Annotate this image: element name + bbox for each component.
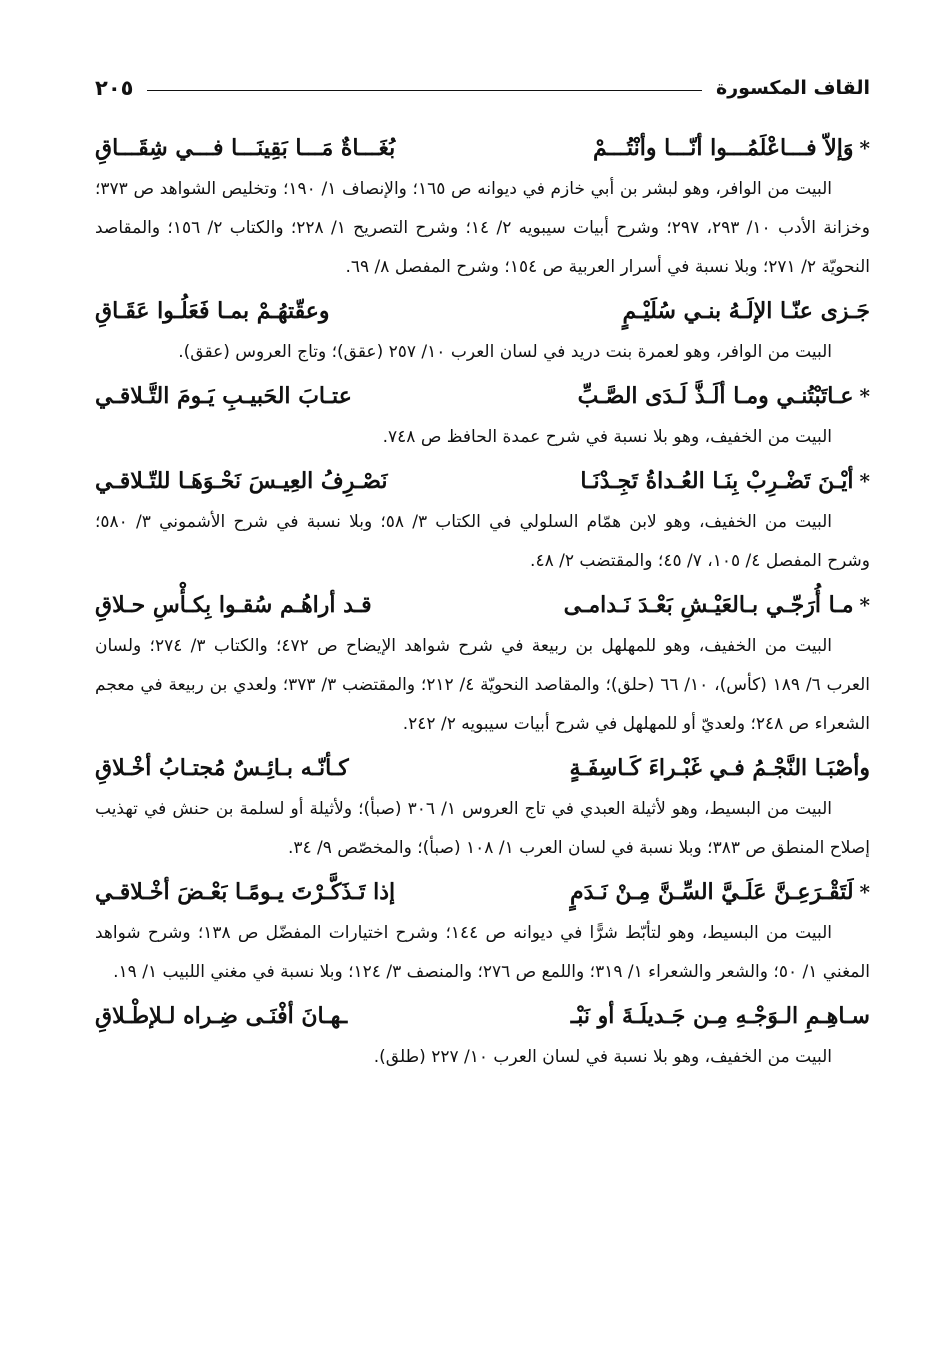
- second-hemistich: عتـابَ الحَبيـبِ يَـومَ التَّـلاقـي: [95, 383, 352, 409]
- asterisk-icon: *: [859, 469, 870, 493]
- running-title: القاف المكسورة: [716, 77, 870, 99]
- first-hemistich: أيْـنَ تَضْـرِبْ بِنَـا العُـداةُ تَجِـدْنَـا: [580, 468, 854, 494]
- verse-footnote: [95, 503, 870, 581]
- footnote-text: البيت من الخفيف، وهو لابن همّام السلولي في الكتاب ٣/ ٥٨؛ وبلا نسبة في شرح الأشموني ٣/ ٥٨٠؛ وشرح المفصل ٤/ ١٠٥، ٧/ ٤٥؛ والمقتضب ٢/ ٤٨.: [95, 512, 870, 571]
- second-hemistich: إذا تَـذَكَّـرْتَ يـومًـا بَعْـضَ أخْـلاقـي: [95, 879, 396, 905]
- first-hemistich-wrap: [570, 746, 871, 790]
- verse-footnote: [95, 418, 870, 457]
- footnote-text: البيت من البسيط، وهو لأثيلة العبدي في تاج العروس ١/ ٣٠٦ (صبأ)؛ ولأثيلة أو لسلمة بن حنش في تهذيب إصلاح المنطق ص ٣٨٣؛ وبلا نسبة في لسان العرب ١/ ١٠٨ (صبأ)؛ والمخصّص ٩/ ٣٤.: [95, 799, 870, 858]
- first-hemistich: عـاتَبْتُنـي ومـا ألَـذَّ لَـدَى الصَّـبِّ: [577, 383, 854, 409]
- first-hemistich: وَإلاّ فـــاعْلَمُـــوا أنّـــا وأنْتُـــمْ: [593, 135, 854, 161]
- verse-line: [95, 583, 870, 627]
- asterisk-icon: *: [859, 880, 870, 904]
- asterisk-icon: *: [859, 136, 870, 160]
- verse-line: [95, 746, 870, 790]
- first-hemistich-wrap: [578, 374, 870, 418]
- verse-footnote: [95, 170, 870, 287]
- asterisk-icon: *: [859, 384, 870, 408]
- verse-footnote: [95, 627, 870, 744]
- asterisk-icon: *: [859, 593, 870, 617]
- page-header: [95, 70, 870, 106]
- verse-footnote: [95, 914, 870, 992]
- first-hemistich: سـاهِـمِ الـوَجْـهِ مِـن جَـديلَـةَ أو نَبْـ: [570, 1003, 870, 1029]
- footnote-text: البيت من الخفيف، وهو للمهلهل بن ربيعة في شرح شواهد الإيضاح ص ٤٧٢؛ والكتاب ٣/ ٢٧٤؛ ولسان العرب ٦/ ١٨٩ (كأس)، ١٠/ ٦٦ (حلق)؛ والمقاصد النحويّة ٤/ ٢١٢؛ والمقتضب ٣/ ٣٧٣؛ ولعدي بن ربيعة في معجم الشعراء ص ٢٤٨؛ ولعديّ أو للمهلهل في شرح أبيات سيبويه ٢/ ٢٤٢.: [95, 636, 871, 734]
- footnote-text: البيت من الوافر، وهو لعمرة بنت دريد في لسان العرب ١٠/ ٢٥٧ (عقق)؛ وتاج العروس (عقق).: [178, 342, 832, 362]
- verse-entries: [95, 126, 870, 1077]
- second-hemistich: ـهـانَ أفْنَـى ضِـراه لـلإطْـلاقِ: [95, 1003, 348, 1029]
- second-hemistich: بُغَـــاةٌ مَـــا بَقِينَـــا فـــي شِقَـــاقِ: [95, 135, 396, 161]
- second-hemistich: وعقّتهُـمْ بمـا فَعَلُـوا عَقَـاقِ: [95, 298, 330, 324]
- first-hemistich: وأصْبَـا النَّجْـمُ فـي غَبْـراءَ كَـاسِفَـةٍ: [569, 755, 870, 781]
- footnote-text: البيت من الخفيف، وهو بلا نسبة في شرح عمدة الحافظ ص ٧٤٨.: [382, 427, 832, 447]
- verse-footnote: [95, 333, 870, 372]
- first-hemistich: مـا أُرَجّـي بـالعَيْـشِ بَعْـدَ نَـدامـى: [563, 592, 854, 618]
- second-hemistich: قـد أراهُـم سُقـوا بِكـأْسِ حـلاقِ: [95, 592, 372, 618]
- verse-line: [95, 374, 870, 418]
- verse-footnote: [95, 790, 870, 868]
- first-hemistich-wrap: [564, 583, 870, 627]
- footnote-text: البيت من البسيط، وهو لتأبّط شرًّا في ديوانه ص ١٤٤؛ وشرح اختيارات المفضّل ص ١٣٨؛ وشرح شواهد المغني ١/ ٥٠؛ والشعر والشعراء ١/ ٣١٩؛ واللمع ص ٢٧٦؛ والمنصف ٣/ ١٢٤؛ وبلا نسبة في مغني اللبيب ١/ ١٩.: [95, 923, 870, 982]
- verse-line: [95, 126, 870, 170]
- header-rule: [147, 90, 702, 91]
- first-hemistich: لَتَقْـرَعِـنَّ عَلَـيَّ السِّـنَّ مِـنْ نَـدَمٍ: [569, 879, 854, 905]
- first-hemistich-wrap: [571, 994, 870, 1038]
- footnote-text: البيت من الوافر، وهو لبشر بن أبي خازم في ديوانه ص ١٦٥؛ والإنصاف ١/ ١٩٠؛ وتخليص الشواهد ص ٣٧٣؛ وخزانة الأدب ١٠/ ٢٩٣، ٢٩٧؛ وشرح أبيات سيبويه ٢/ ١٤؛ وشرح التصريح ١/ ٢٢٨؛ والكتاب ٢/ ١٥٦؛ والمقاصد النحويّة ٢/ ٢٧١؛ وبلا نسبة في أسرار العربية ص ١٥٤؛ وشرح المفصل ٨/ ٦٩.: [95, 179, 870, 277]
- first-hemistich-wrap: [580, 459, 870, 503]
- verse-line: [95, 459, 870, 503]
- footnote-text: البيت من الخفيف، وهو بلا نسبة في لسان العرب ١٠/ ٢٢٧ (طلق).: [373, 1047, 832, 1067]
- verse-line: [95, 870, 870, 914]
- verse-line: [95, 289, 870, 333]
- page-number: ٢٠٥: [95, 76, 134, 100]
- verse-line: [95, 994, 870, 1038]
- first-hemistich: جَـزى عنّـا الإلَـهُ بنـي سُلَيْـمٍ: [622, 298, 870, 324]
- first-hemistich-wrap: [622, 289, 870, 333]
- second-hemistich: كـأنّـه بـائِـسٌ مُجتـابُ أخْـلاقِ: [95, 755, 349, 781]
- first-hemistich-wrap: [570, 870, 870, 914]
- verse-footnote: [95, 1038, 870, 1077]
- first-hemistich-wrap: [593, 126, 870, 170]
- second-hemistich: نَصْـرِفُ العِيـسَ نَحْـوَهَـا للتّـلاقـي: [95, 468, 388, 494]
